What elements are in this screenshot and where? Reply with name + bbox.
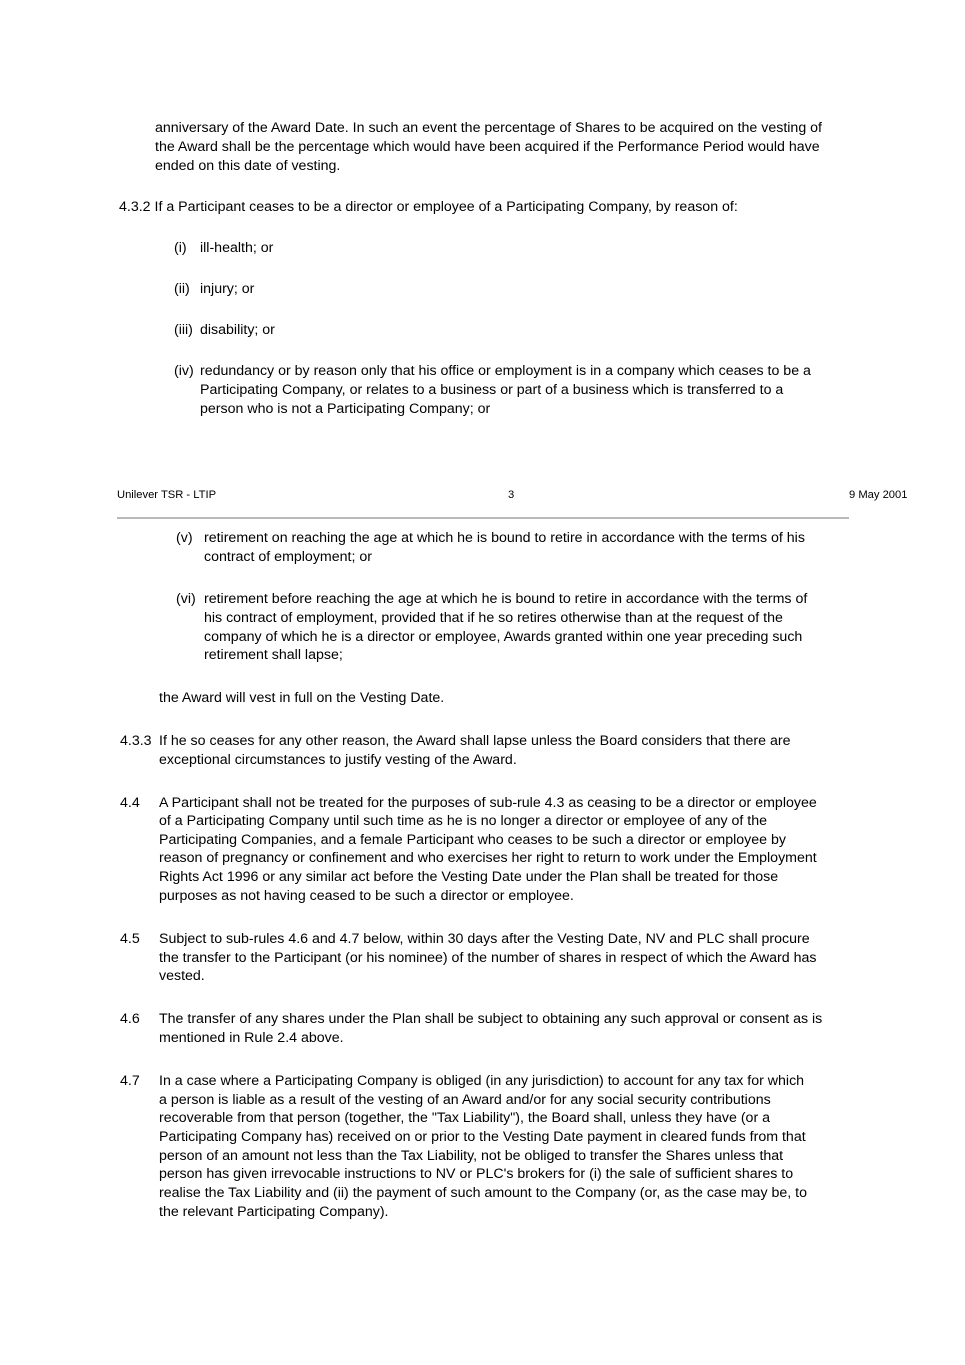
text-line: ended on this date of vesting.	[155, 158, 341, 174]
list-item-text: injury; or	[200, 281, 255, 297]
list-item-text: contract of employment; or	[204, 549, 372, 565]
rule-number: 4.5	[120, 931, 140, 947]
list-item-text: disability; or	[200, 322, 275, 338]
list-item-number: (iii)	[174, 322, 193, 338]
rule-text-line: the relevant Participating Company).	[159, 1204, 389, 1220]
footer-document-title: Unilever TSR - LTIP	[117, 489, 217, 501]
rule-text-line: a person is liable as a result of the vesting of an Award and/or for any social security contributions	[159, 1092, 771, 1108]
rule-text-line: If he so ceases for any other reason, the Award shall lapse unless the Board considers that there are	[159, 733, 791, 749]
list-item-number: (iv)	[174, 363, 194, 379]
rule-text-line: realise the Tax Liability and (ii) the payment of such amount to the Company (or, as the case may be, to	[159, 1185, 807, 1201]
list-item-text: retirement before reaching the age at which he is bound to retire in accordance with the terms of	[204, 591, 808, 607]
rule-text-line: A Participant shall not be treated for the purposes of sub-rule 4.3 as ceasing to be a director or employee	[159, 795, 817, 811]
text-line: the Award shall be the percentage which would have been acquired if the Performance Period would have	[155, 139, 820, 155]
rule-text-line: mentioned in Rule 2.4 above.	[159, 1030, 344, 1046]
list-item-text: redundancy or by reason only that his office or employment is in a company which ceases to be a	[200, 363, 811, 379]
list-item-text: Participating Company, or relates to a business or part of a business which is transferred to a	[200, 382, 784, 398]
rule-text-line: The transfer of any shares under the Plan shall be subject to obtaining any such approval or consent as is	[159, 1011, 823, 1027]
rule-text-line: recoverable from that person (together, the "Tax Liability"), the Board shall, unless they have (or a	[159, 1110, 770, 1126]
text-line: anniversary of the Award Date. In such an event the percentage of Shares to be acquired on the vesting of	[155, 120, 822, 136]
rule-text-line: In a case where a Participating Company is obliged (in any jurisdiction) to account for any tax for which	[159, 1073, 805, 1089]
rule-text-line: person of an amount not less than the Tax Liability, not be obliged to transfer the Shares unless that	[159, 1148, 784, 1164]
rule-text-line: Rights Act 1996 or any similar act before the Vesting Date under the Plan shall be treated for those	[159, 869, 779, 885]
list-item-text: retirement shall lapse;	[204, 647, 343, 663]
rule-text-line: purposes as not having ceased to be such a director or employee.	[159, 888, 574, 904]
rule-text-line: exceptional circumstances to justify vesting of the Award.	[159, 752, 517, 768]
rule-4-3-2-heading: 4.3.2 If a Participant ceases to be a director or employee of a Participating Company, by reason of:	[119, 199, 738, 215]
list-item-number: (vi)	[176, 591, 196, 607]
rule-number: 4.7	[120, 1073, 140, 1089]
page-divider	[117, 517, 849, 519]
rule-text-line: of a Participating Company until such time as he is no longer a director or employee of any of the	[159, 813, 768, 829]
rule-text-line: Subject to sub-rules 4.6 and 4.7 below, within 30 days after the Vesting Date, NV and PLC shall procure	[159, 931, 810, 947]
footer-date: 9 May 2001	[849, 489, 908, 501]
rule-number: 4.4	[120, 795, 140, 811]
rule-text-line: Participating Companies, and a female Participant who ceases to be such a director or employee by	[159, 832, 786, 848]
footer-page-number: 3	[508, 489, 515, 501]
list-item-text: person who is not a Participating Company; or	[200, 401, 491, 417]
list-item-text: retirement on reaching the age at which he is bound to retire in accordance with the terms of his	[204, 530, 805, 546]
rule-text-line: vested.	[159, 968, 205, 984]
list-item-number: (i)	[174, 240, 187, 256]
rule-text-line: reason of pregnancy or confinement and who exercises her right to return to work under the Employment	[159, 850, 817, 866]
rule-number: 4.3.3	[120, 733, 152, 749]
list-item-number: (v)	[176, 530, 193, 546]
rule-number: 4.6	[120, 1011, 140, 1027]
rule-text-line: person has given irrevocable instructions to NV or PLC's brokers for (i) the sale of sufficient shares to	[159, 1166, 794, 1182]
rule-4-3-2-conclusion: the Award will vest in full on the Vesting Date.	[159, 690, 445, 706]
list-item-number: (ii)	[174, 281, 190, 297]
rule-text-line: Participating Company has) received on or prior to the Vesting Date payment in cleared funds from that	[159, 1129, 806, 1145]
list-item-text: ill-health; or	[200, 240, 274, 256]
list-item-text: his contract of employment, provided that if he so retires otherwise than at the request of the	[204, 610, 783, 626]
rule-text-line: the transfer to the Participant (or his nominee) of the number of shares in respect of which the Award has	[159, 950, 817, 966]
list-item-text: company of which he is a director or employee, Awards granted within one year preceding such	[204, 629, 803, 645]
